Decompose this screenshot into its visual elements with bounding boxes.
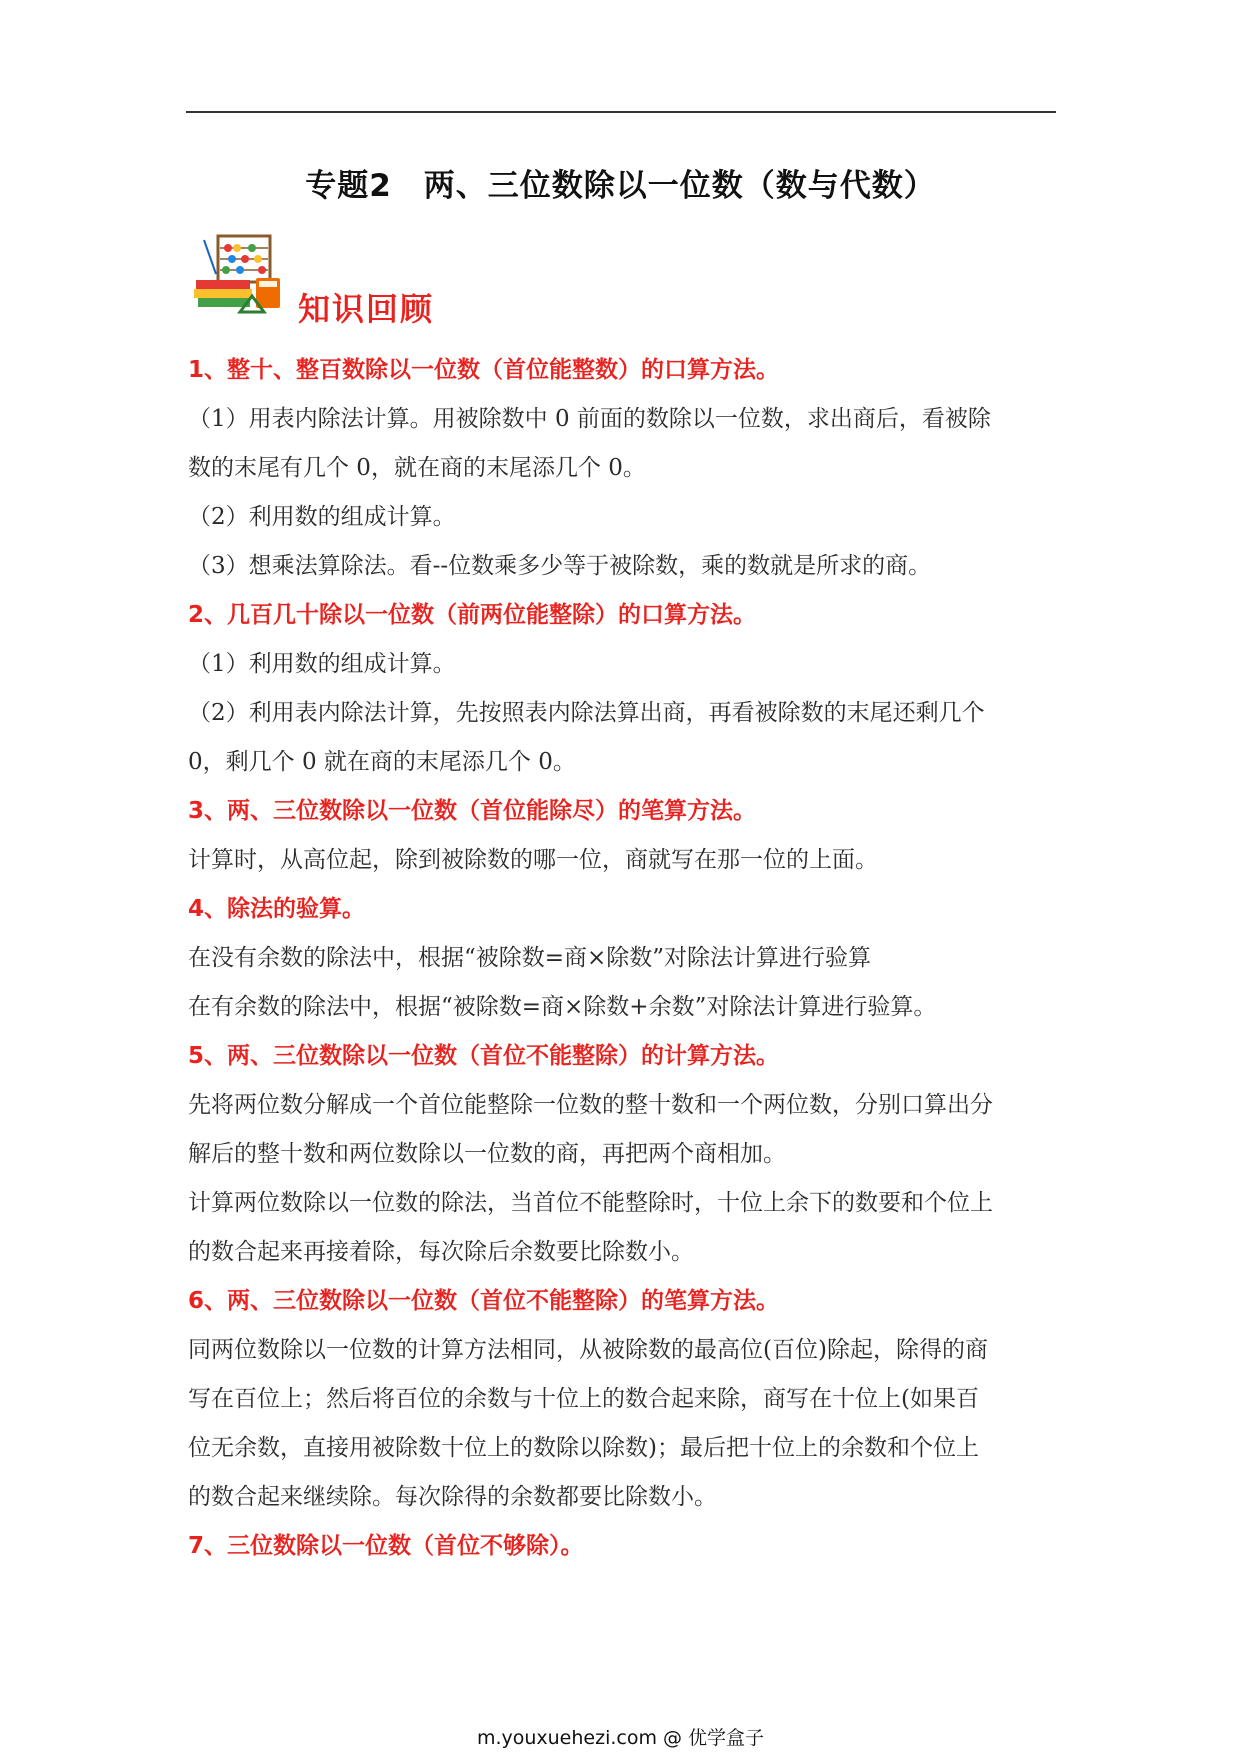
section-heading: 7、三位数除以一位数（首位不够除）。 bbox=[188, 1533, 584, 1559]
body-line: 写在百位上；然后将百位的余数与十位上的数合起来除，商写在十位上(如果百 bbox=[188, 1386, 979, 1412]
abacus-books-icon bbox=[190, 228, 290, 318]
page-title: 专题2 两、三位数除以一位数（数与代数） bbox=[305, 168, 936, 204]
body-line: 同两位数除以一位数的计算方法相同，从被除数的最高位(百位)除起，除得的商 bbox=[188, 1337, 988, 1363]
section-heading: 6、两、三位数除以一位数（首位不能整除）的笔算方法。 bbox=[188, 1288, 780, 1314]
body-line: （2）利用表内除法计算，先按照表内除法算出商，再看被除数的末尾还剩几个 bbox=[188, 700, 985, 726]
section-banner bbox=[190, 228, 450, 328]
body-line: 在有余数的除法中，根据“被除数=商×除数+余数”对除法计算进行验算。 bbox=[188, 994, 937, 1020]
section-heading: 3、两、三位数除以一位数（首位能除尽）的笔算方法。 bbox=[188, 798, 757, 824]
section-heading: 1、整十、整百数除以一位数（首位能整数）的口算方法。 bbox=[188, 357, 780, 383]
body-line: 在没有余数的除法中，根据“被除数=商×除数”对除法计算进行验算 bbox=[188, 945, 872, 971]
body-line: （2）利用数的组成计算。 bbox=[188, 504, 456, 530]
body-line: 数的末尾有几个 0，就在商的末尾添几个 0。 bbox=[188, 455, 646, 481]
body-line: （1）利用数的组成计算。 bbox=[188, 651, 456, 677]
body-line: 的数合起来继续除。每次除得的余数都要比除数小。 bbox=[188, 1484, 717, 1510]
content-body bbox=[188, 346, 1060, 1571]
body-line: 计算两位数除以一位数的除法，当首位不能整除时，十位上余下的数要和个位上 bbox=[188, 1190, 993, 1216]
body-line: 计算时，从高位起，除到被除数的哪一位，商就写在那一位的上面。 bbox=[188, 847, 878, 873]
footer-url: m.youxuehezi.com @ 优学盒子 bbox=[476, 1727, 765, 1749]
body-line: （1）用表内除法计算。用被除数中 0 前面的数除以一位数，求出商后，看被除 bbox=[188, 406, 991, 432]
body-line: 的数合起来再接着除，每次除后余数要比除数小。 bbox=[188, 1239, 694, 1265]
section-heading: 2、几百几十除以一位数（前两位能整除）的口算方法。 bbox=[188, 602, 757, 628]
section-heading: 4、除法的验算。 bbox=[188, 896, 366, 922]
section-title: 知识回顾 bbox=[298, 290, 435, 328]
section-heading: 5、两、三位数除以一位数（首位不能整除）的计算方法。 bbox=[188, 1043, 780, 1069]
body-line: 0，剩几个 0 就在商的末尾添几个 0。 bbox=[188, 749, 576, 775]
top-rule bbox=[186, 111, 1056, 113]
body-line: （3）想乘法算除法。看--位数乘多少等于被除数，乘的数就是所求的商。 bbox=[188, 553, 932, 579]
body-line: 解后的整十数和两位数除以一位数的商，再把两个商相加。 bbox=[188, 1141, 786, 1167]
body-line: 位无余数，直接用被除数十位上的数除以除数)；最后把十位上的余数和个位上 bbox=[188, 1435, 979, 1461]
body-line: 先将两位数分解成一个首位能整除一位数的整十数和一个两位数，分别口算出分 bbox=[188, 1092, 993, 1118]
